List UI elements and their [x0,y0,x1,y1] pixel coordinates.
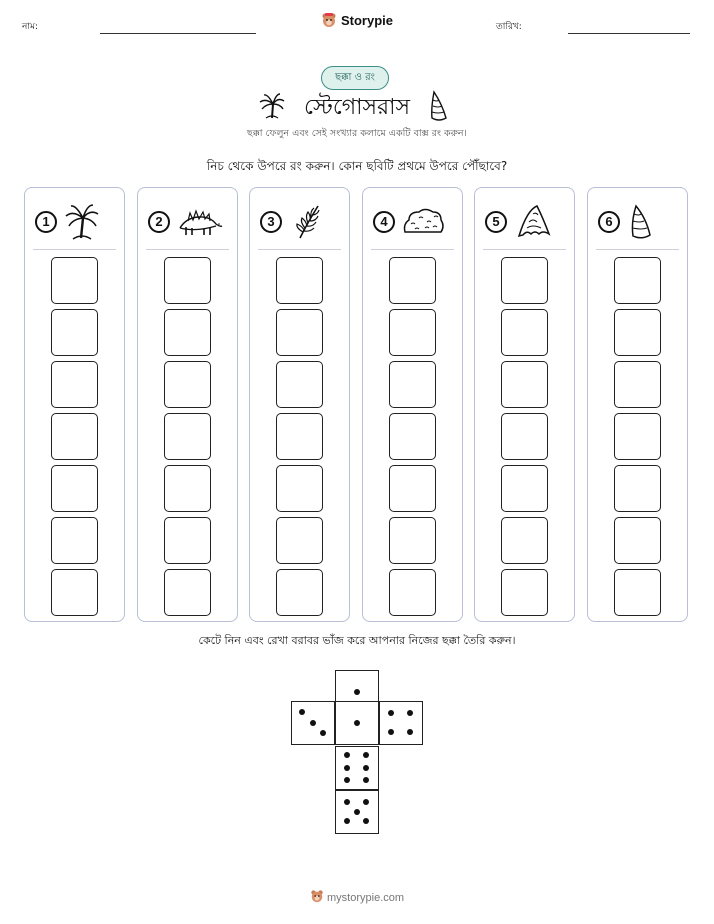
column-divider [596,249,679,250]
activity-badge: ছক্কা ও রং [321,66,389,90]
column-number: 4 [373,211,395,233]
color-box[interactable] [51,413,98,460]
die-pip [388,729,394,735]
column-header [373,202,449,242]
color-box[interactable] [389,413,436,460]
column-divider [371,249,454,250]
color-box[interactable] [389,309,436,356]
die-pip [363,752,369,758]
die-face [335,746,379,790]
color-box[interactable] [614,465,661,512]
color-box[interactable] [51,465,98,512]
color-box[interactable] [51,361,98,408]
color-box[interactable] [164,413,211,460]
dice-column-2 [137,187,238,622]
footer [0,889,714,904]
color-box[interactable] [501,361,548,408]
color-box[interactable] [276,465,323,512]
horn-title-icon [428,90,450,122]
column-divider [483,249,566,250]
fern-leaf-icon [288,202,336,242]
color-box[interactable] [51,257,98,304]
die-pip [388,710,394,716]
bear-mascot-icon [321,12,337,28]
color-box[interactable] [164,569,211,616]
color-box[interactable] [276,517,323,564]
color-box[interactable] [389,569,436,616]
color-box[interactable] [164,361,211,408]
color-box[interactable] [164,257,211,304]
column-divider [33,249,116,250]
color-box[interactable] [501,517,548,564]
color-box[interactable] [164,309,211,356]
color-box[interactable] [614,517,661,564]
die-pip [344,818,350,824]
die-pip [407,710,413,716]
color-box[interactable] [501,413,548,460]
die-pip [344,752,350,758]
dice-column-1 [24,187,125,622]
column-header [260,202,336,242]
page-title: স্টেগোসরাস [303,95,411,120]
color-box[interactable] [51,517,98,564]
column-number: 5 [485,211,507,233]
die-face [335,790,379,834]
color-box[interactable] [614,569,661,616]
palm-tree-icon [63,202,111,242]
die-face [379,701,423,745]
column-header [485,202,561,242]
die-face [291,701,335,745]
die-face [335,701,379,745]
die-pip [320,730,326,736]
brand-name: Storypie [340,12,393,28]
color-box[interactable] [276,569,323,616]
name-label: নাম: [22,22,39,32]
color-box[interactable] [164,517,211,564]
die-pip [344,765,350,771]
color-box[interactable] [614,361,661,408]
die-pip [299,709,305,715]
bush-icon [401,202,449,242]
color-box[interactable] [614,413,661,460]
color-box[interactable] [501,257,548,304]
shell-icon [513,202,561,242]
dice-column-5 [474,187,575,622]
color-box[interactable] [51,569,98,616]
color-box[interactable] [276,257,323,304]
column-divider [146,249,229,250]
column-header [35,202,111,242]
name-line[interactable] [100,33,256,34]
die-pip [363,777,369,783]
color-box[interactable] [276,361,323,408]
color-box[interactable] [501,309,548,356]
color-box[interactable] [51,309,98,356]
dice-column-6 [587,187,688,622]
color-box[interactable] [614,257,661,304]
column-divider [258,249,341,250]
column-number: 1 [35,211,57,233]
date-line[interactable] [568,33,690,34]
color-box[interactable] [276,309,323,356]
die-pip [344,777,350,783]
color-box[interactable] [389,517,436,564]
dice-column-3 [249,187,350,622]
subtitle: ছক্কা ফেলুন এবং সেই সংখ্যার কলামে একটি বাক্স রং করুন। [247,128,467,139]
die-pip [354,809,360,815]
horn-icon [626,202,674,242]
column-number: 2 [148,211,170,233]
color-box[interactable] [389,361,436,408]
footer-url: mystorypie.com [327,892,405,904]
die-pip [363,799,369,805]
date-label: তারিখ: [496,22,522,32]
dice-column-4 [362,187,463,622]
color-box[interactable] [501,465,548,512]
color-box[interactable] [276,413,323,460]
question-text: নিচ থেকে উপরে রং করুন। কোন ছবিটি প্রথমে উপরে পৌঁছাবে? [206,159,508,173]
column-header [598,202,674,242]
column-header [148,202,224,242]
cut-instruction: কেটে নিন এবং রেখা বরাবর ভাঁজ করে আপনার নিজের ছক্কা তৈরি করুন। [198,634,516,647]
die-pip [344,799,350,805]
color-box[interactable] [614,309,661,356]
column-number: 6 [598,211,620,233]
die-pip [363,818,369,824]
die-pip [354,720,360,726]
brand-logo [0,12,714,31]
stegosaurus-icon [176,202,224,242]
column-number: 3 [260,211,282,233]
die-pip [354,689,360,695]
color-box[interactable] [501,569,548,616]
color-box[interactable] [389,257,436,304]
color-box[interactable] [164,465,211,512]
footer-bear-icon [310,889,324,903]
color-box[interactable] [389,465,436,512]
die-pip [407,729,413,735]
die-pip [363,765,369,771]
die-pip [310,720,316,726]
